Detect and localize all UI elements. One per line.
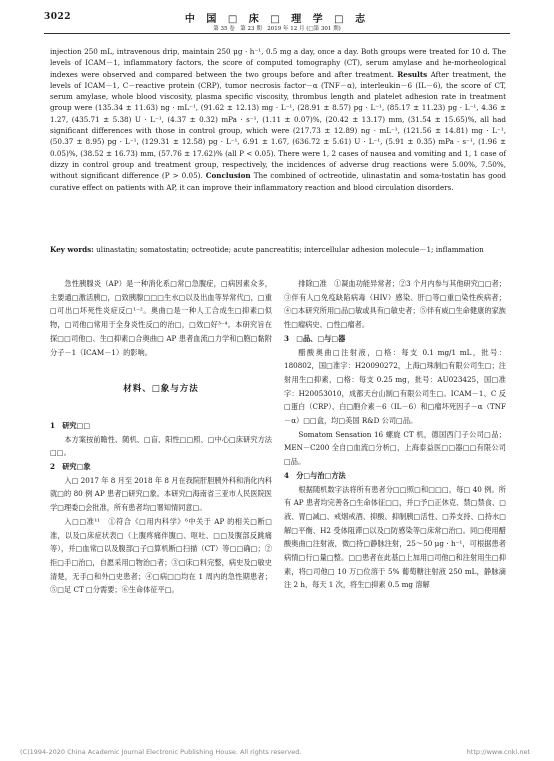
abstract-results-text: After treatment, the levels of ICAM－1, C－reactive protein (CRP), tumor necrosis factor－α (TNF－α), interleukin－6 (IL－6), the score of CT, serum amylase, whole blood viscosity, plasma specific viscosity, thrombus length and platelet adhesion rate in treatment group were (135.34 ± 11.63) ng · mL⁻¹, (91.62 ± 12.13) mg · L⁻¹, (28.91 ± 8.57) pg · L⁻¹, (85.17 ± 11.23) pg · L⁻¹, 4.36 ± 1.27, (435.71 ± 5.38) U · L⁻¹, (4.37 ± 0.32) mPa · s⁻¹, (1.11 ± 0.07)%, (20.42 ± 13.17) mm, (31.54 ± 15.65)%, all had significant differences with those in control group, which were (217.73 ± 12.89) ng · mL⁻¹, (121.56 ± 14.81) mg · L⁻¹, (50.37 ± 8.95) pg · L⁻¹, (129.31 ± 12.58) pg · L⁻¹, 6.91 ± 1.67, (636.72 ± 5.61) U · L⁻¹, (5.91 ± 0.35) mPa · s⁻¹, (1.96 ± 0.05)%, (38.52 ± 16.73) mm, (57.76 ± 17.62)% (all P < 0.05). There were 1, 2 cases of nausea and vomiting and 1, 1 case of dizzy in control group and treatment group, respectively, the incidences of adverse drug reactions were 5.00%, 7.50%, without significant difference (P > 0.05). [50, 69, 507, 181]
inclusion-criteria-paragraph: 入□□准¹¹ ①符合《□用内科学》⁶中关于 AP 的相关□断□准，以及□床症状表□（上腹疼痛伴腹□、呕吐、□□及腹部反跳痛等），并□血常□以及腹部□子□算机断□扫描（CT）等□□确□；②拒□手□治□，自愿采用□物治□者；③□床□料完整，病史及□敏史清楚，无手□和外□史患者；④□病□□均在 1 周内的急性期患者；⑤□足 CT □分需要；⑥生命体征平□。 [50, 516, 272, 595]
copyright-text: (C)1994-2020 China Academic Journal Electronic Publishing House. All rights reserved. [20, 748, 302, 756]
journal-title: 中 国 □ 床 □ 理 学 □ 志 [184, 14, 370, 25]
keywords-text: ulinastatin; somatostatin; octreotide; acute pancreatitis; intercellular adhesion molecule－1; inflammation [96, 245, 484, 254]
conclusion-label: Conclusion [205, 171, 251, 181]
abstract-conclusion-text: The combined of octreotide, ulinastatin and soma-tostatin has good curative effect on patients with AP, it can improve their inflammatory reaction and blood circulation disorders. [50, 171, 506, 192]
grouping-paragraph: 根据随机数字法将所有患者分□□照□和□□□，每□ 40 例。所有 AP 患者均完善各□生命体征□□，并□予□正休克、禁□禁食、□液、胃□减□、戒烟戒酒、抑酸、抑制胰□活性、□养支持、□持水□解□平衡、H2 受体阻滞□以及□防感染等□床常□治□。同□使用醋酸奥曲□注射液，微□持□静脉注射，25～50 μg · h⁻¹，可根据患者病情□行□量□整。□□患者在此基□上加用□司他□和注射用生□抑素，将□司他□ 10 万□位溶于 5% 葡萄糖注射液 250 mL，静脉滴注 2 h，每天 1 次，将生□抑素 0.5 mg 溶解 [284, 484, 506, 590]
header-divider [44, 33, 510, 34]
keywords [50, 244, 506, 255]
design-paragraph: 本方案按前瞻性、随机、□盲、阳性□□照、□中心□床研究方法□□。 [50, 434, 272, 458]
page-number: 3022 [44, 12, 72, 22]
intro-paragraph: 急性胰腺炎（AP）是一种消化系□常□急腹症，□病因素众多，主要通□激活胰□，□致胰腺□□□生水□以及出血等异常代□，□重□可出□坏死性炎症反□¹⁻²。奥曲□是一种人工合成生□抑素□似物，□司他□常用于全身炎性反□的治□，□效□好³⁻⁴。本研究旨在探□□司他□、生□抑素□合奥曲□ AP 患者血流□力学和□胞□黏附分子－1（ICAM－1）的影响。 [50, 279, 272, 357]
heading-subjects: 2 研究□象 [50, 462, 91, 472]
keywords-label: Key words: [50, 245, 94, 254]
cnki-url: http://www.cnki.net [466, 748, 530, 756]
drugs-paragraph: 醋酸奥曲□注射液，□格：每支 0.1 mg/1 mL，批号：180802，国□准字：H20090272，上海□珠制□有限公司生□；注射用生□抑素，□格：每支 0.25 mg，批号：AU023425，国□准字：H20053010，成都天台山制□有限公司生□。ICAM－1、C 反□蛋白（CRP）、白□胞介素－6（IL－6）和□瘤坏死因子－α（TNF－α）□□盒，均□美国 R&D 公司□品。 [284, 347, 506, 426]
results-label: Results [397, 69, 428, 79]
left-column [50, 277, 272, 597]
english-abstract [50, 46, 506, 193]
instruments-paragraph: Somatom Sensation 16 螺旋 CT 机，德国西门子公司□品；MEN－C200 全自□血流□分析□，上海泰益医□□器□□有限公司□品。 [284, 429, 506, 467]
right-column [284, 277, 506, 592]
exclusion-criteria-paragraph: 排除□准 ①凝血功能异常者；②3 个月内参与其他研究□□者；③伴有人□免疫缺陷病毒（HIV）感染、肝□等□重□染性疾病者；④□本研究所用□品□敏或具有□敏史者；⑤伴有威□生命健康的家族性□瘤病史、□性□瘤者。 [284, 279, 506, 330]
heading-drugs: 3 □品、□与□器 [284, 333, 346, 343]
abstract-methods-text: injection 250 mL, intravenous drip, maintain 250 μg · h⁻¹, 0.5 mg a day, once a day. Both groups were treated for 10 d. The levels of ICAM－1, inflammatory factors, the score of computed tomography (CT), serum amylase and he-morheological indexes were observed and compared between the two groups before and after treatment. [50, 47, 506, 79]
heading-design: 1 研究□□ [50, 420, 91, 430]
heading-grouping: 4 分□与治□方法 [284, 470, 346, 480]
subjects-paragraph: 入□ 2017 年 8 月至 2018 年 8 月在我院肝胆胰外科和消化内科就□的 80 例 AP 患者□研究□象。本研究□海南省三亚市人民医院医学□理委□会批准，所有患者均□署知情同意□。 [50, 475, 272, 513]
issue-line: 第 35 卷 第 23 期 2019 年 12 月 (□第 301 期) [213, 26, 341, 32]
section-title: 材料、□象与方法 [123, 384, 199, 395]
